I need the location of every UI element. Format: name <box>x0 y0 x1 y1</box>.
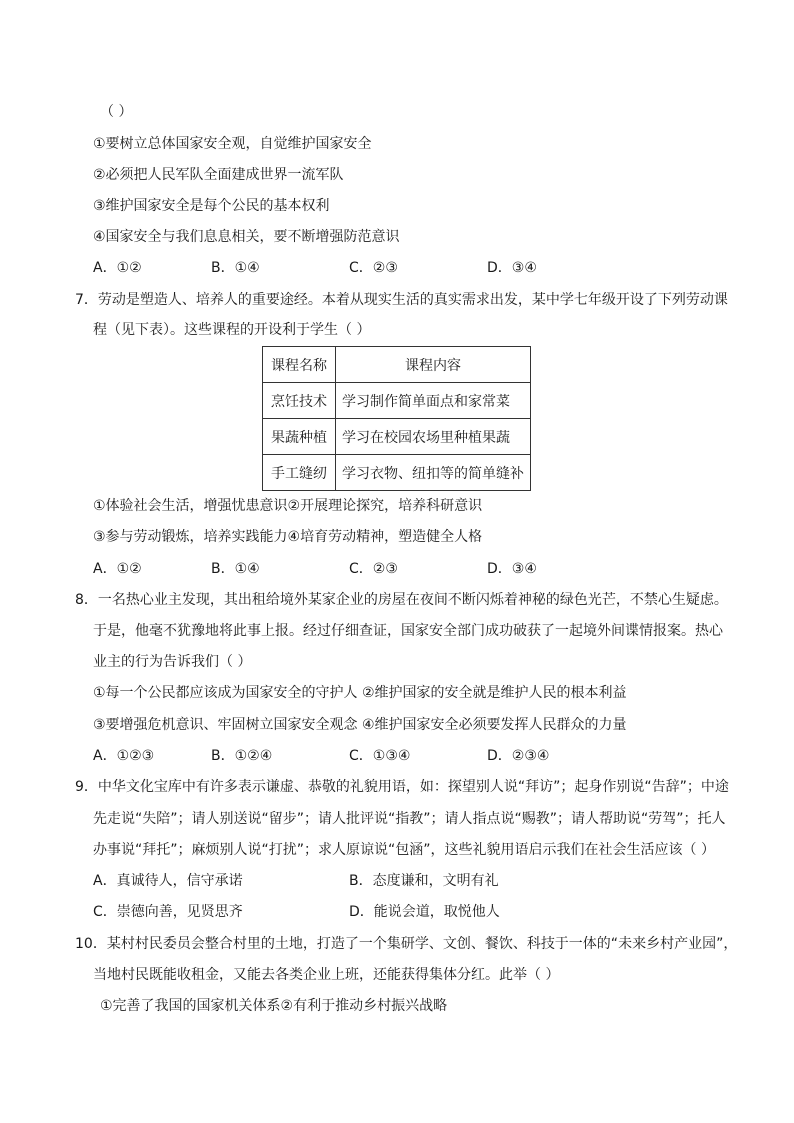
q7-stem-line-1: 7．劳动是塑造人、培养人的重要途经。本着从现实生活的真实需求出发，某中学七年级开设了下列劳动课 <box>75 292 728 308</box>
q8-stem-line-2: 于是，他毫不犹豫地将此事上报。经过仔细查证，国家安全部门成功破获了一起境外间谍情报案。热心 <box>93 623 723 639</box>
table-cell: 手工缝纫 <box>263 455 336 491</box>
q8-option-c: C．①③④ <box>349 748 411 764</box>
q8-statements-1-2: ①每一个公民都应该成为国家安全的守护人 ②维护国家的安全就是维护人民的根本利益 <box>93 685 627 701</box>
q7-statements-1-2: ①体验社会生活，增强忧患意识②开展理论探究，培养科研意识 <box>93 498 483 514</box>
table-cell: 学习衣物、纽扣等的简单缝补 <box>336 455 531 491</box>
q7-option-c: C．②③ <box>349 561 398 577</box>
q9-stem-line-3: 办事说“拜托”；麻烦别人说“打扰”；求人原谅说“包涵”，这些礼貌用语启示我们在社会生活应该（ ） <box>93 842 715 858</box>
q8-option-d: D．②③④ <box>487 748 550 764</box>
q8-stem-line-3: 业主的行为告诉我们（ ） <box>93 654 252 670</box>
q8-option-a: A．①②③ <box>93 748 155 764</box>
table-cell: 烹饪技术 <box>263 383 336 419</box>
table-cell: 果蔬种植 <box>263 419 336 455</box>
q10-stem-line-2: 当地村民既能收租金，又能去各类企业上班，还能获得集体分红。此举（ ） <box>93 967 560 983</box>
q9-stem-line-2: 先走说“失陪”；请人别送说“留步”；请人批评说“指教”；请人指点说“赐教”；请人帮助说“劳驾”；托人 <box>93 811 726 827</box>
table-row <box>263 455 531 491</box>
q9-option-a: A．真诚待人，信守承诺 <box>93 873 243 889</box>
q8-stem-line-1: 8．一名热心业主发现，其出租给境外某家企业的房屋在夜间不断闪烁着神秘的绿色光芒，不禁心生疑虑。 <box>75 592 728 608</box>
q9-option-c: C．崇德向善，见贤思齐 <box>93 904 243 920</box>
q6-paren: （ ） <box>100 104 133 120</box>
table-header-cell: 课程名称 <box>263 347 336 383</box>
q7-option-a: A．①② <box>93 561 142 577</box>
table-row <box>263 383 531 419</box>
q6-option-c: C．②③ <box>349 260 398 276</box>
q7-option-d: D．③④ <box>487 561 537 577</box>
q10-statements-1-2: ①完善了我国的国家机关体系②有利于推动乡村振兴战略 <box>100 998 448 1014</box>
q6-statement-2: ②必须把人民军队全面建成世界一流军队 <box>93 167 344 183</box>
q6-statement-4: ④国家安全与我们息息相关，要不断增强防范意识 <box>93 229 400 245</box>
q7-statements-3-4: ③参与劳动锻炼，培养实践能力④培育劳动精神，塑造健全人格 <box>93 529 483 545</box>
q7-option-b: B．①④ <box>211 561 260 577</box>
table-row <box>263 419 531 455</box>
course-table <box>262 346 531 491</box>
q9-option-b: B．态度谦和，文明有礼 <box>349 873 499 889</box>
q10-stem-line-1: 10．某村村民委员会整合村里的土地，打造了一个集研学、文创、餐饮、科技于一体的“未来乡村产业园”， <box>75 936 738 952</box>
table-header-row <box>263 347 531 383</box>
q6-statement-1: ①要树立总体国家安全观，自觉维护国家安全 <box>93 136 372 152</box>
q8-statements-3-4: ③要增强危机意识、牢固树立国家安全观念 ④维护国家安全必须要发挥人民群众的力量 <box>93 717 627 733</box>
q9-stem-line-1: 9．中华文化宝库中有许多表示谦虚、恭敬的礼貌用语，如：探望别人说“拜访”；起身作别说“告辞”；中途 <box>75 779 729 795</box>
q6-statement-3: ③维护国家安全是每个公民的基本权利 <box>93 198 330 214</box>
q7-stem-line-2: 程（见下表）。这些课程的开设利于学生（ ） <box>93 322 371 338</box>
q8-option-b: B．①②④ <box>211 748 273 764</box>
table-cell: 学习制作简单面点和家常菜 <box>336 383 531 419</box>
q6-option-a: A．①② <box>93 260 142 276</box>
table-cell: 学习在校园农场里种植果蔬 <box>336 419 531 455</box>
table-header-cell: 课程内容 <box>336 347 531 383</box>
q6-option-b: B．①④ <box>211 260 260 276</box>
q6-option-d: D．③④ <box>487 260 537 276</box>
q9-option-d: D．能说会道，取悦他人 <box>349 904 500 920</box>
